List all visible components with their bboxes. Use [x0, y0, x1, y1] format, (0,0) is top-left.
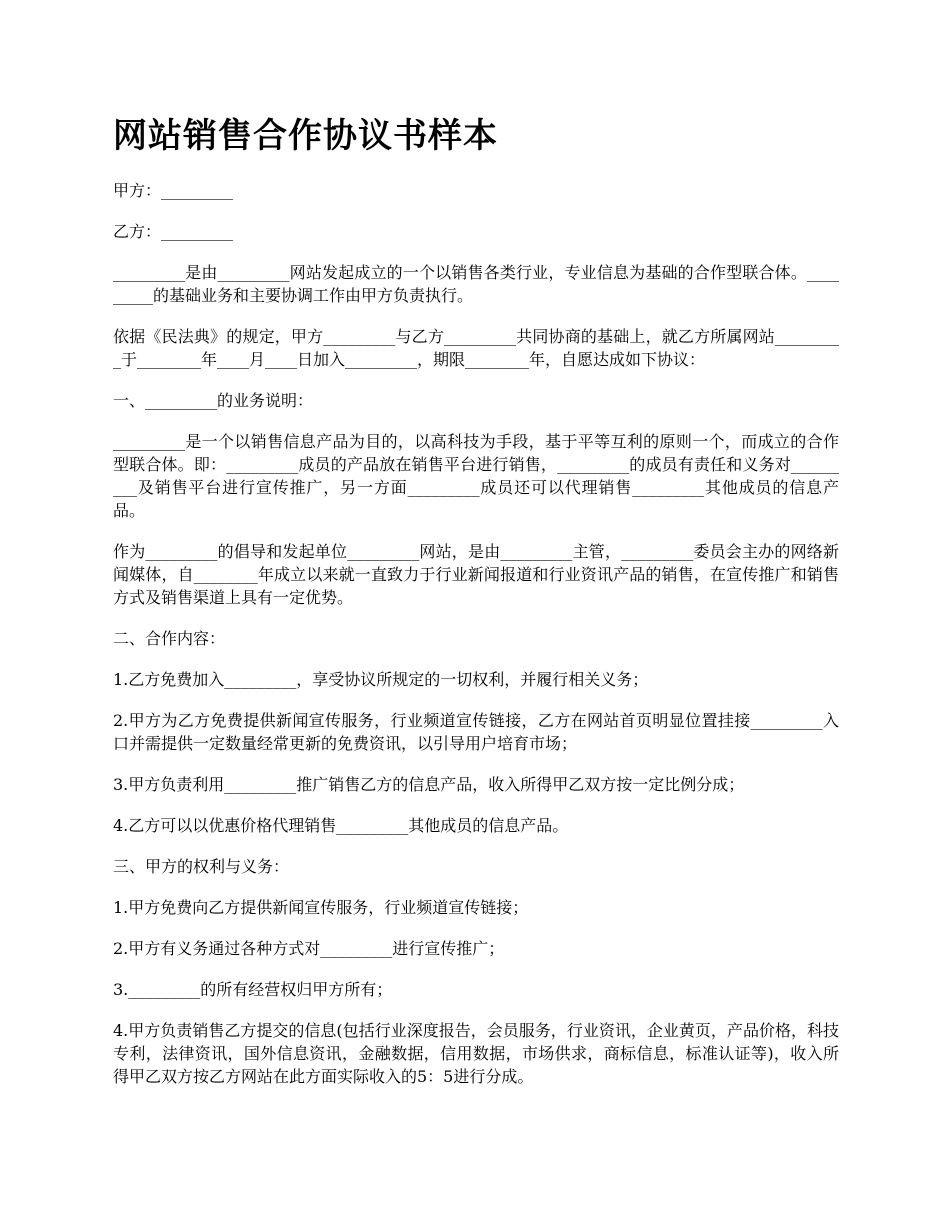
section-heading-2: 二、合作内容： [113, 629, 226, 648]
section-heading-1: 一、_________的业务说明： [113, 391, 314, 410]
cooperation-item-2: 2.甲方为乙方免费提供新闻宣传服务，行业频道宣传链接，乙方在网站首页明显位置挂接_________入口并需提供一定数量经常更新的免费资讯，以引导用户培育市场； [113, 711, 839, 753]
document-title: 网站销售合作协议书样本 [113, 116, 498, 156]
initiator-paragraph: 作为_________的倡导和发起单位_________网站，是由_________主管，_________委员会主办的网络新闻媒体，自________年成立以来就一直致力于行业新闻报道和行业资讯产品的销售，在宣传推广和销售方式及销售渠道上具有一定优势。 [113, 542, 839, 607]
section-heading-3: 三、甲方的权利与义务： [113, 857, 290, 876]
basis-paragraph: 依据《民法典》的规定，甲方_________与乙方_________共同协商的基础上，就乙方所属网站_________于________年____月____日加入_________，期限________年，自愿达成如下协议： [113, 327, 839, 369]
party-a-duty-4: 4.甲方负责销售乙方提交的信息(包括行业深度报告，会员服务，行业资讯，企业黄页，产品价格，科技专利，法律资讯，国外信息资讯，金融数据，信用数据，市场供求，商标信息，标准认证等)，收入所得甲乙双方按乙方网站在此方面实际收入的5：5进行分成。 [113, 1021, 839, 1086]
business-description-paragraph: _________是一个以销售信息产品为目的，以高科技为手段，基于平等互利的原则一个，而成立的合作型联合体。即：_________成员的产品放在销售平台进行销售，_________的成员有责任和义务对_________及销售平台进行宣传推广，另一方面_________成员还可以代理销售_________其他成员的信息产品。 [113, 432, 839, 520]
cooperation-item-4: 4.乙方可以以优惠价格代理销售_________其他成员的信息产品。 [113, 816, 569, 835]
party-a-duty-2: 2.甲方有义务通过各种方式对_________进行宣传推广； [113, 939, 505, 958]
cooperation-item-1: 1.乙方免费加入_________，享受协议所规定的一切权利，并履行相关义务； [113, 670, 649, 689]
document-body [113, 112, 839, 1106]
party-a-line: 甲方：_________ [113, 181, 234, 200]
cooperation-item-3: 3.甲方负责利用_________推广销售乙方的信息产品，收入所得甲乙双方按一定比例分成； [113, 775, 745, 794]
party-b-line: 乙方：_________ [113, 222, 234, 241]
party-a-duty-3: 3._________的所有经营权归甲方所有； [113, 980, 393, 999]
party-a-duty-1: 1.甲方免费向乙方提供新闻宣传服务，行业频道宣传链接； [113, 898, 529, 917]
intro-paragraph: _________是由_________网站发起成立的一个以销售各类行业，专业信息为基础的合作型联合体。_________的基础业务和主要协调工作由甲方负责执行。 [113, 263, 839, 305]
